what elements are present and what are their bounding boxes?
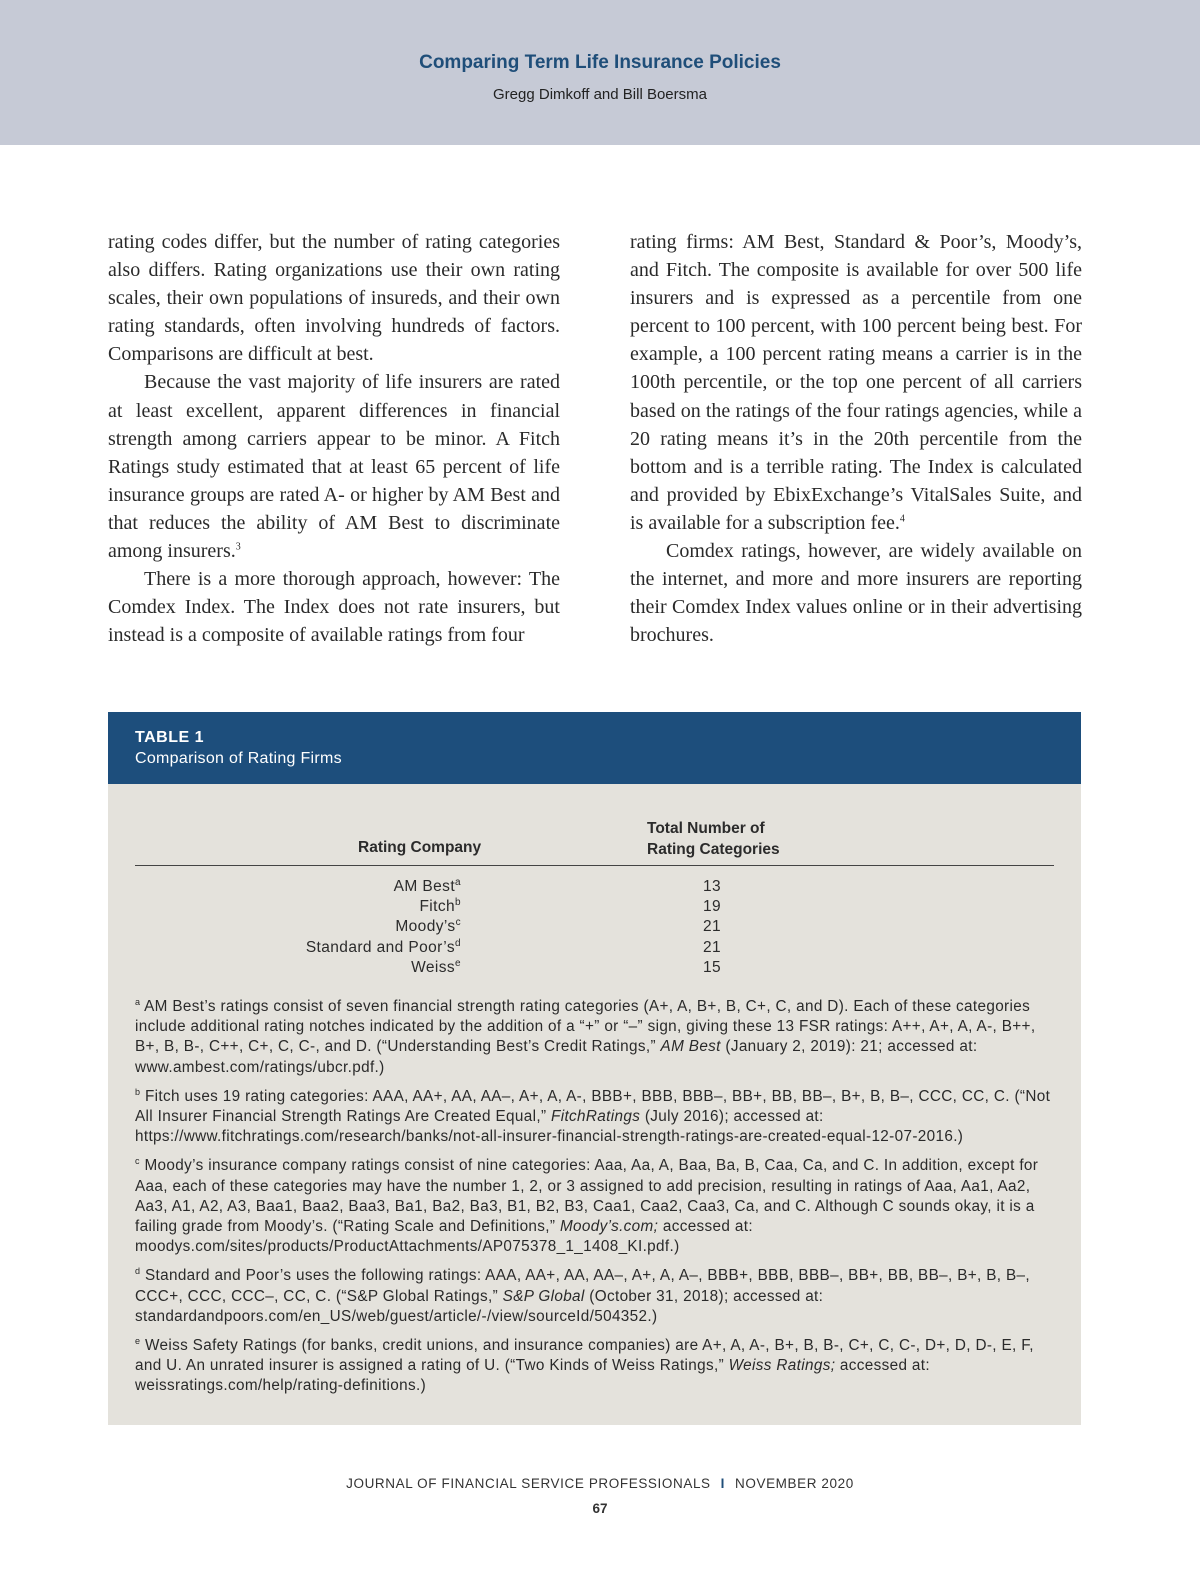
table-footnote: $^d$ Standard and Poor’s uses the following ratings: AAA, AA+, AA, AA–, A+, A, A–, BBB+, BBB, BBB–, BB+, BB, BB–, B+, B, B–, CCC+, CCC, CCC–, CC, C. (“S&P Global Ratings,” S&P Global (October 31, 2018); accessed at: standardandpoors.com/en_US/web/guest/article/-/view/sourceId/504352.) [135, 1266, 1031, 1325]
footnote-ref: 3 [235, 541, 241, 553]
company-cell: Fitch$^b$ [419, 897, 461, 916]
total-cell: 21 [703, 918, 722, 936]
table-header [108, 712, 1081, 784]
company-cell: Standard and $Poor’s^d$ [305, 937, 461, 956]
footer-separator: I [720, 1476, 726, 1491]
company-cell: AM Best$^a$ [393, 876, 461, 895]
header-band [0, 0, 1200, 145]
header-rule [135, 865, 1054, 866]
total-cell: 19 [703, 898, 722, 916]
table-caption: Comparison of Rating Firms [135, 750, 342, 767]
table-footnote: $^e$ Weiss Safety Ratings (for banks, credit unions, and insurance companies) are A+, A, A-, B+, B, B-, C+, C, C-, D+, D, D-, E, F, and U. An unrated insurer is assigned a rating of U. (“Two Kinds of Weiss Ratings,” Weiss Ratings; accessed at: weissratings.com/help/rating-definitions.) [135, 1335, 1034, 1395]
journal-name: JOURNAL OF FINANCIAL SERVICE PROFESSIONALS [346, 1476, 711, 1491]
paragraph: There is a more thorough approach, however: The Comdex Index. The Index does not rate insurers, but instead is a composite of available ratings from four [108, 568, 560, 647]
total-cell: 15 [703, 958, 722, 976]
table-row [108, 939, 1081, 959]
table-row [108, 878, 1081, 898]
table-label: TABLE 1 [135, 729, 204, 746]
column-header-total: Total Number of Rating Categories [647, 820, 780, 858]
paragraph: Comdex ratings, however, are widely available on the internet, and more and more insurers are reporting their Comdex Index values online or in their advertising brochures. [630, 540, 1082, 647]
body-column-right [630, 228, 1082, 649]
table-footnotes [135, 997, 1057, 1406]
company-cell: $Moody’s^c$ [395, 917, 461, 936]
table-row [108, 898, 1081, 918]
running-footer [0, 1476, 1200, 1491]
total-cell: 21 [703, 938, 722, 956]
company-cell: Weiss$^e$ [411, 957, 461, 976]
column-header-company: Rating Company [358, 839, 482, 856]
table-footnote: $^b$ Fitch uses 19 rating categories: AAA, AA+, AA, AA–, A+, A, A-, BBB+, BBB, BBB–, BB+, BB, BB–, B+, B, B–, CCC, CC, C. (“Not All Insurer Financial Strength Ratings Are Created Equal,” FitchRatings (July 2016); accessed at: https://www.fitchratings.com/research/banks/not-all-insurer-financial-strength-ratings-are-created-equal-12-07-2016.) [135, 1086, 1051, 1146]
table-body [108, 878, 1081, 979]
page-number: 67 [592, 1501, 608, 1516]
table-panel [108, 712, 1081, 1425]
footnote-ref: 4 [899, 513, 905, 525]
table-row [108, 959, 1081, 979]
paragraph: rating codes differ, but the number of rating categories also differs. Rating organizations use their own rating scales, their own populations of insureds, and their own rating standards, often involving hundreds of factors. Comparisons are difficult at best. [108, 231, 560, 366]
table-row [108, 918, 1081, 938]
paragraph: Because the vast majority of life insurers are rated at least excellent, apparent differences in financial strength among carriers appear to be minor. A Fitch Ratings study estimated that at least 65 percent of life insurance groups are rated A- or higher by AM Best and that reduces the ability of AM Best to discriminate among insurers.$^3$ [108, 371, 560, 563]
table-footnote: $^a$ AM Best’s ratings consist of seven financial strength rating categories (A+, A, B+, B, C+, C, and D). Each of these categories include additional rating notches indicated by the addition of a “+” or “–” sign, giving these 13 FSR ratings: A++, A+, A, A-, B++, B+, B, B-, C++, C+, C, C-, and D. (“Understanding Best’s Credit Ratings,” AM Best (January 2, 2019): 21; accessed at: www.ambest.com/ratings/ubcr.pdf.) [135, 996, 1036, 1076]
article-title: Comparing Term Life Insurance Policies [419, 52, 781, 73]
article-authors: Gregg Dimkoff and Bill Boersma [493, 86, 707, 103]
paragraph: rating firms: AM Best, Standard & Poor’s, Moody’s, and Fitch. The composite is available for over 500 life insurers and is expressed as a percentile from one percent to 100 percent, with 100 percent being best. For example, a 100 percent rating means a carrier is in the 100th percentile, or the top one percent of all carriers based on the ratings of the four ratings agencies, while a 20 rating means it’s in the 20th percentile from the bottom and is a terrible rating. The Index is calculated and provided by EbixExchange’s VitalSales Suite, and is available for a subscription fee.$^4$ [630, 231, 1082, 534]
table-footnote: $^c$ Moody’s insurance company ratings consist of nine categories: Aaa, Aa, A, Baa, Ba, B, Caa, Ca, and C. In addition, except for Aaa, each of these categories may have the number 1, 2, or 3 assigned to add precision, resulting in ratings of Aaa, Aa1, Aa2, Aa3, A1, A2, A3, Baa1, Baa2, Baa3, Ba1, Ba2, Ba3, B1, B2, B3, Caa1, Caa2, Caa3, Ca, and C. Although C sounds okay, it is a failing grade from Moody’s. (“Rating Scale and Definitions,” Moody’s.com; accessed at: moodys.com/sites/products/ProductAttachments/AP075378_1_1408_KI.pdf.) [135, 1156, 1039, 1256]
issue-date: NOVEMBER 2020 [735, 1476, 854, 1491]
body-column-left [108, 228, 560, 649]
total-cell: 13 [703, 878, 722, 895]
